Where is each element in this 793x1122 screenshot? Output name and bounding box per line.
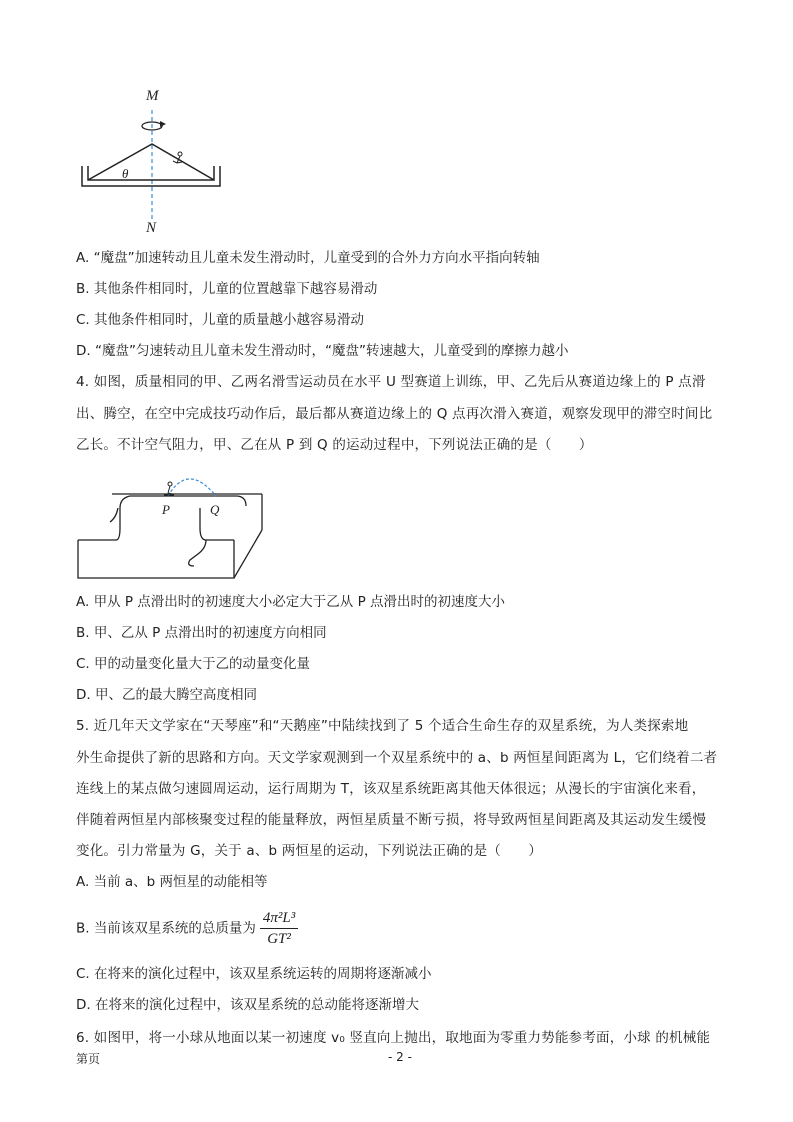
- q4-option-a: A. 甲从 P 点滑出时的初速度大小必定大于乙从 P 点滑出时的初速度大小: [76, 594, 506, 610]
- q5-stem-line4: 伴随着两恒星内部核聚变过程的能量释放，两恒星质量不断亏损，将导致两恒星间距离及其运动发生缓慢: [76, 812, 707, 828]
- formula-numerator: 4π²L³: [260, 908, 298, 929]
- footer-left: 第页: [76, 1052, 101, 1066]
- q4-option-c: C. 甲的动量变化量大于乙的动量变化量: [76, 656, 311, 672]
- q4-stem-line3: 乙长。不计空气阻力，甲、乙在从 P 到 Q 的运动过程中，下列说法正确的是（ ）: [76, 437, 593, 453]
- q5-stem-line3: 连线上的某点做匀速圆周运动，运行周期为 T，该双星系统距离其他天体很远；从漫长的宇宙演化来看，: [76, 781, 706, 797]
- q6-stem-line1: 6. 如图甲，将一小球从地面以某一初速度 v₀ 竖直向上抛出，取地面为零重力势能参考面，小球 的机械能: [76, 1030, 711, 1046]
- magic-disk-figure: [76, 82, 236, 242]
- skier-icon: [164, 482, 174, 495]
- point-label-q: Q: [210, 502, 220, 517]
- q5-option-b: [76, 908, 298, 949]
- axis-label-n: N: [146, 220, 157, 236]
- axis-label-m: M: [146, 88, 159, 104]
- page-number: - 2 -: [388, 1050, 412, 1064]
- q3-option-d: D. “魔盘”匀速转动且儿童未发生滑动时，“魔盘”转速越大，儿童受到的摩擦力越小: [76, 343, 569, 359]
- q5-stem-line2: 外生命提供了新的思路和方向。天文学家观测到一个双星系统中的 a、b 两恒星间距离为 L，它们绕着二者: [76, 750, 718, 766]
- q4-option-b: B. 甲、乙从 P 点滑出时的初速度方向相同: [76, 625, 327, 641]
- q4-stem-line2: 出、腾空，在空中完成技巧动作后，最后都从赛道边缘上的 Q 点再次滑入赛道，观察发现甲的滞空时间比: [76, 406, 713, 422]
- q4-option-d: D. 甲、乙的最大腾空高度相同: [76, 687, 257, 703]
- q3-option-c: C. 其他条件相同时，儿童的质量越小越容易滑动: [76, 312, 365, 328]
- mass-formula: [260, 908, 298, 949]
- q5-option-b-text: B. 当前该双星系统的总质量为: [76, 920, 256, 937]
- q5-option-d: D. 在将来的演化过程中，该双星系统的总动能将逐渐增大: [76, 997, 419, 1013]
- q5-option-c: C. 在将来的演化过程中，该双星系统运转的周期将逐渐减小: [76, 966, 432, 982]
- u-track-figure: [76, 468, 276, 586]
- formula-denominator: GT²: [267, 931, 291, 947]
- q3-option-a: A. “魔盘”加速转动且儿童未发生滑动时，儿童受到的合外力方向水平指向转轴: [76, 250, 540, 266]
- angle-label: θ: [122, 166, 129, 181]
- q5-stem-line5: 变化。引力常量为 G，关于 a、b 两恒星的运动，下列说法正确的是（ ）: [76, 843, 543, 859]
- q3-option-b: B. 其他条件相同时，儿童的位置越靠下越容易滑动: [76, 281, 378, 297]
- q5-option-a: A. 当前 a、b 两恒星的动能相等: [76, 874, 268, 890]
- q4-stem-line1: 4. 如图，质量相同的甲、乙两名滑雪运动员在水平 U 型赛道上训练，甲、乙先后从赛道边缘上的 P 点滑: [76, 374, 706, 390]
- point-label-p: P: [162, 502, 170, 517]
- q5-stem-line1: 5. 近几年天文学家在“天琴座”和“天鹅座”中陆续找到了 5 个适合生命生存的双星系统，为人类探索地: [76, 718, 689, 734]
